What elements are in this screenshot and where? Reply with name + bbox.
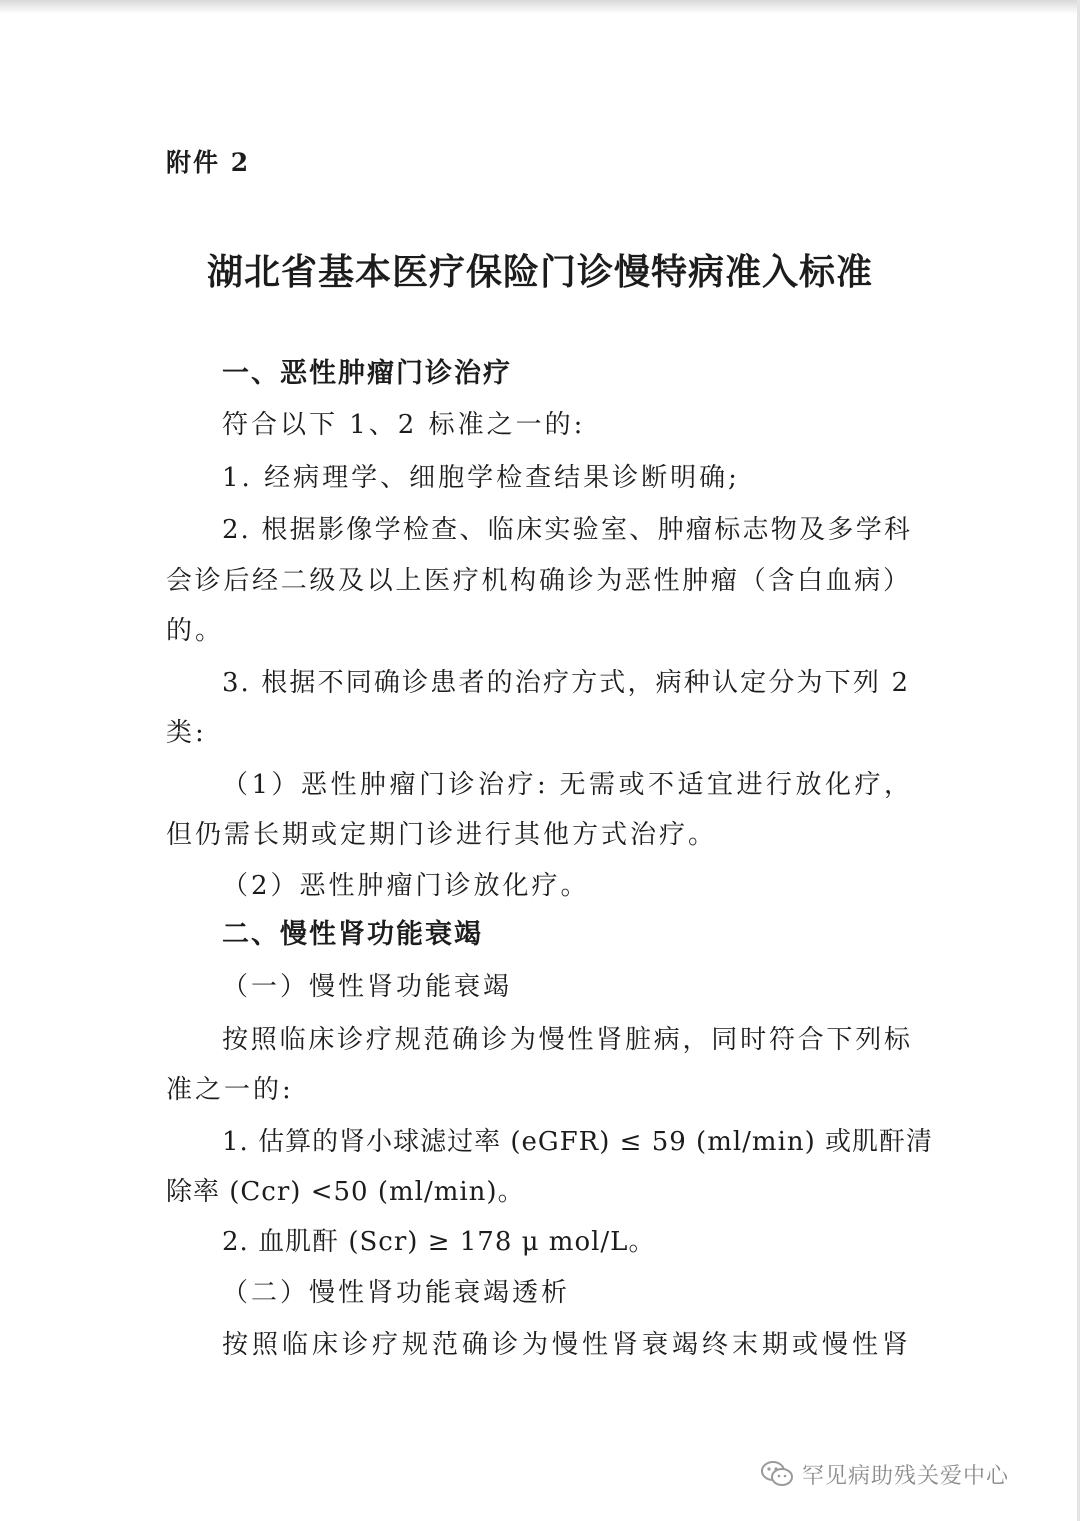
section-2-sub-1-intro-line-1: 按照临床诊疗规范确诊为慢性肾脏病，同时符合下列标 — [222, 1025, 912, 1055]
section-2-sub-1-heading: （一）慢性肾功能衰竭 — [222, 972, 513, 1002]
section-1-item-1: 1. 经病理学、细胞学检查结果诊断明确; — [222, 463, 740, 493]
section-2-sub-2-intro-line-1: 按照临床诊疗规范确诊为慢性肾衰竭终末期或慢性肾 — [222, 1330, 910, 1360]
section-1-item-3-line-1: 3. 根据不同确诊患者的治疗方式，病种认定分为下列 2 — [222, 668, 910, 698]
section-2-sub-2-heading: （二）慢性肾功能衰竭透析 — [222, 1278, 571, 1308]
section-1-item-3-line-2: 类: — [166, 718, 207, 748]
section-1-item-2-line-1: 2. 根据影像学检查、临床实验室、肿瘤标志物及多学科 — [222, 515, 912, 545]
section-1-heading: 一、恶性肿瘤门诊治疗 — [222, 358, 512, 389]
section-1-sub-2: （2）恶性肿瘤门诊放化疗。 — [222, 871, 590, 901]
section-1-item-2-line-2: 会诊后经二级及以上医疗机构确诊为恶性肿瘤（含白血病） — [166, 566, 911, 596]
section-2-criterion-2: 2. 血肌酐 (Scr) ≥ 178 μ mol/L。 — [222, 1227, 656, 1257]
document-title: 湖北省基本医疗保险门诊慢特病准入标准 — [206, 251, 873, 293]
section-1-item-2-line-3: 的。 — [166, 616, 225, 646]
watermark-text: 罕见病助残关爱中心 — [802, 1463, 1010, 1489]
section-2-criterion-1-line-1: 1. 估算的肾小球滤过率 (eGFR) ≤ 59 (ml/min) 或肌酐清 — [222, 1127, 934, 1157]
section-2-sub-1-intro-line-2: 准之一的: — [166, 1075, 294, 1105]
section-1-intro: 符合以下 1、2 标准之一的: — [222, 410, 586, 440]
scan-edge-top — [0, 0, 1080, 14]
section-2-criterion-1-line-2: 除率 (Ccr) <50 (ml/min)。 — [166, 1177, 525, 1207]
section-2-heading: 二、慢性肾功能衰竭 — [222, 919, 483, 950]
section-1-sub-1-line-1: （1）恶性肿瘤门诊治疗: 无需或不适宜进行放化疗， — [222, 770, 912, 800]
attachment-label: 附件 2 — [166, 148, 251, 177]
wechat-icon — [760, 1459, 794, 1489]
section-1-sub-1-line-2: 但仍需长期或定期门诊进行其他方式治疗。 — [166, 820, 718, 850]
watermark — [760, 1456, 1009, 1492]
